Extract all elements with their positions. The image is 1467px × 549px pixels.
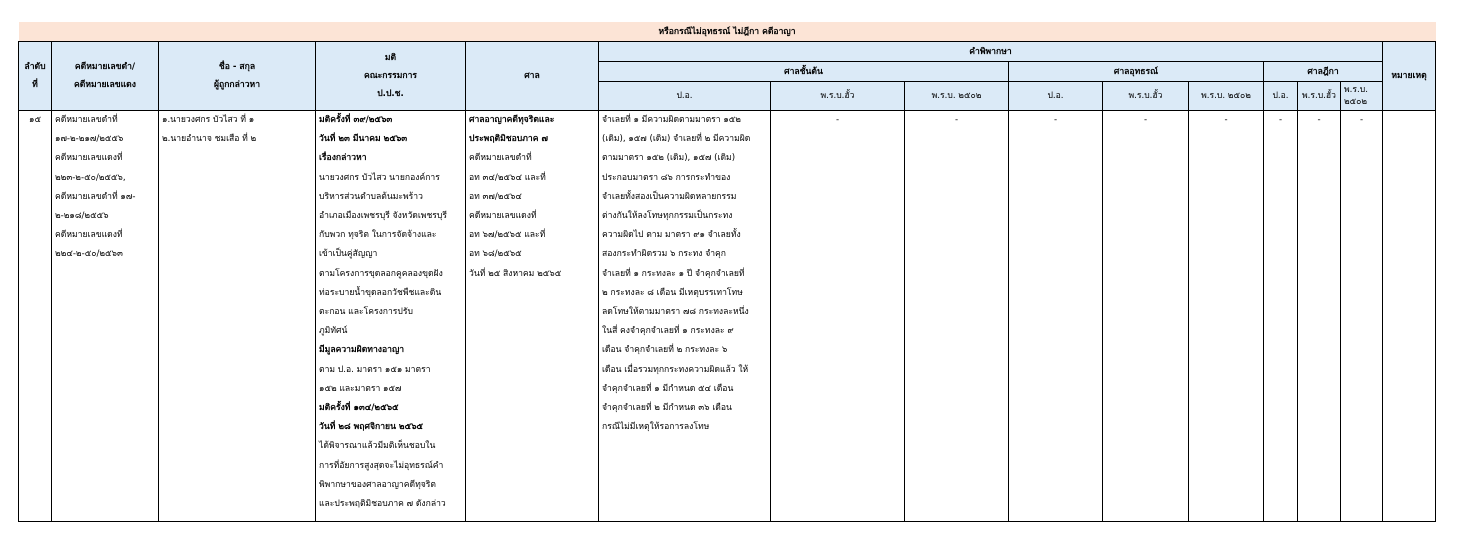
header-supreme-po: ป.อ. xyxy=(1264,82,1298,111)
header-court-supreme: ศาลฎีกา xyxy=(1264,62,1383,82)
header-accused-name: ชื่อ - สกุล ผู้ถูกกล่าวหา xyxy=(159,42,316,111)
header-court-first: ศาลชั้นต้น xyxy=(599,62,1009,82)
header-court-appeal: ศาลอุทธรณ์ xyxy=(1009,62,1264,82)
header-first-prb: พ.ร.บ.ฮั้ว xyxy=(771,82,905,111)
row-no: ๑๕ xyxy=(19,111,52,522)
header-court: ศาล xyxy=(466,42,599,111)
header-case-number: คดีหมายเลขดำ/ คดีหมายเลขแดง xyxy=(52,42,159,111)
row-resolution: มติครั้งที่ ๓๙/๒๕๖๓ วันที่ ๒๓ มีนาคม ๒๕๖๓ เรื่องกล่าวหา นายวงศกร บัวไสว นายกองค์การ บริหารส่วนตำบลต้นมะพร้าว อำเภอเมืองเพชรบุรี จังหวัดเพชรบุรี กับพวก ทุจริต ในการจัดจ้างและ เข้าเป็นคู่สัญญา ตามโครงการขุดลอกคูคลองขุดฝัง ท่อระบายน้ำขุดลอกวัชพืชและดิน ตะกอน และโครงการปรับ ภูมิทัศน์ มีมูลความผิดทางอาญา ตาม ป.อ. มาตรา ๑๕๑ มาตรา ๑๕๒ และมาตรา ๑๕๗ มติครั้งที่ ๑๓๔/๒๕๖๕ วันที่ ๒๘ พฤศจิกายน ๒๕๖๕ ได้พิจารณาแล้วมีมติเห็นชอบใน การที่อัยการสูงสุดจะไม่อุทธรณ์คำ พิพากษาของศาลอาญาคดีทุจริต และประพฤติมิชอบภาค ๗ ดังกล่าว xyxy=(316,111,466,522)
row-court: ศาลอาญาคดีทุจริตและ ประพฤติมิชอบภาค ๗ คดีหมายเลขดำที่ อท ๓๔/๒๕๖๔ และที่ อท ๓๗/๒๕๖๔ คดีหมายเลขแดงที่ อท ๖๗/๒๕๖๕ และที่ อท ๖๘/๒๕๖๕ วันที่ ๒๕ สิงหาคม ๒๕๖๕ xyxy=(466,111,599,522)
judgment-table-sheet xyxy=(18,22,1435,549)
row-appeal-prb: - xyxy=(1103,111,1189,522)
row-first-prb: - xyxy=(771,111,905,522)
row-supreme-po: - xyxy=(1264,111,1298,522)
header-first-po: ป.อ. xyxy=(599,82,771,111)
row-first-po: จำเลยที่ ๑ มีความผิดตามมาตรา ๑๕๒ (เดิม), ๑๕๗ (เดิม) จำเลยที่ ๒ มีความผิด ตามมาตรา ๑๕๒ (เดิม), ๑๕๗ (เดิม) ประกอบมาตรา ๘๖ การกระทำของ จำเลยทั้งสองเป็นความผิดหลายกรรม ต่างกันให้ลงโทษทุกกรรมเป็นกระทง ความผิดไป ตาม มาตรา ๙๑ จำเลยทั้ง สองกระทำผิดรวม ๖ กระทง จำคุก จำเลยที่ ๑ กระทงละ ๑ ปี จำคุกจำเลยที่ ๒ กระทงละ ๘ เดือน มีเหตุบรรเทาโทษ ลดโทษให้ตามมาตรา ๗๘ กระทงละหนึ่ง ในสี่ คงจำคุกจำเลยที่ ๑ กระทงละ ๙ เดือน จำคุกจำเลยที่ ๒ กระทงละ ๖ เดือน เมื่อรวมทุกกระทงความผิดแล้ว ให้ จำคุกจำเลยที่ ๑ มีกำหนด ๕๔ เดือน จำคุกจำเลยที่ ๒ มีกำหนด ๓๖ เดือน กรณีไม่มีเหตุให้รอการลงโทษ xyxy=(599,111,771,522)
row-accused-name: ๑.นายวงศกร บัวไสว ที่ ๑ ๒.นายอำนาจ ชมเสือ ที่ ๒ xyxy=(159,111,316,522)
row-supreme-prb2502: - xyxy=(1341,111,1383,522)
header-appeal-po: ป.อ. xyxy=(1009,82,1103,111)
row-case-number: คดีหมายเลขดำที่ ๑๗-๒-๒๑๗/๒๕๕๖ คดีหมายเลขแดงที่ ๒๒๓-๒-๕๐/๒๕๕๖, คดีหมายเลขดำที่ ๑๗- ๒-๒๑๘/๒๕๕๖ คดีหมายเลขแดงที่ ๒๒๔-๒-๕๐/๒๕๖๓ xyxy=(52,111,159,522)
row-first-prb2502: - xyxy=(905,111,1009,522)
table-row xyxy=(19,111,1436,522)
row-appeal-po: - xyxy=(1009,111,1103,522)
header-first-prb2502: พ.ร.บ. ๒๕๐๒ xyxy=(905,82,1009,111)
header-supreme-prb: พ.ร.บ.ฮั้ว xyxy=(1298,82,1341,111)
judgment-table xyxy=(18,22,1436,522)
header-supreme-prb2502: พ.ร.บ. ๒๕๐๒ xyxy=(1341,82,1383,111)
row-appeal-prb2502: - xyxy=(1189,111,1264,522)
header-resolution: มติ คณะกรรมการ ป.ป.ช. xyxy=(316,42,466,111)
table-title: หรือกรณีไม่อุทธรณ์ ไม่ฎีกา คดีอาญา xyxy=(19,22,1436,42)
header-no: ลำดับ ที่ xyxy=(19,42,52,111)
header-appeal-prb: พ.ร.บ.ฮั้ว xyxy=(1103,82,1189,111)
header-appeal-prb2502: พ.ร.บ. ๒๕๐๒ xyxy=(1189,82,1264,111)
header-remarks: หมายเหตุ xyxy=(1383,42,1436,111)
row-remarks xyxy=(1383,111,1436,522)
header-judgment: คำพิพากษา xyxy=(599,42,1383,62)
row-supreme-prb: - xyxy=(1298,111,1341,522)
